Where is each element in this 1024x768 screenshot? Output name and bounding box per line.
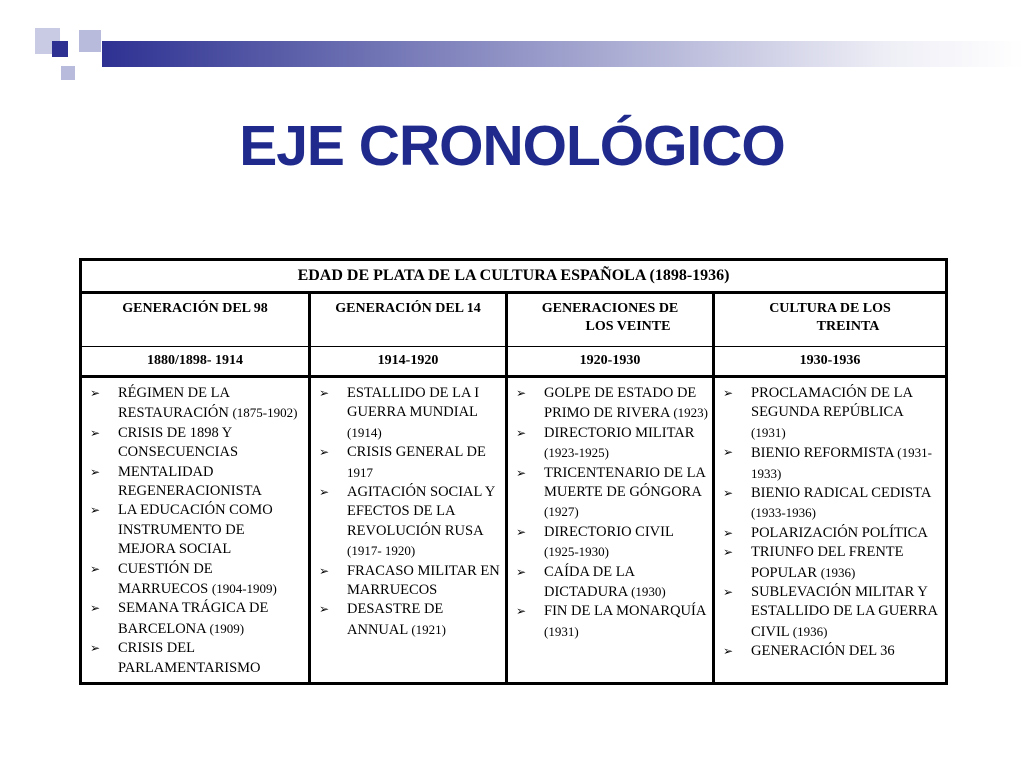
event-item bbox=[90, 463, 304, 502]
column-header-gen30s bbox=[714, 293, 947, 347]
events-list bbox=[90, 384, 304, 678]
event-date: (1875-1902) bbox=[232, 405, 298, 421]
arrowhead-bullet-icon: ➢ bbox=[516, 386, 527, 400]
event-text: AGITACIÓN SOCIAL Y EFECTOS DE LA REVOLUCIÓN RUSA bbox=[347, 484, 495, 539]
event-item bbox=[516, 384, 708, 424]
column-header-line: CULTURA DE LOS bbox=[769, 301, 891, 316]
arrowhead-bullet-icon: ➢ bbox=[723, 486, 734, 501]
event-date: 1917 bbox=[347, 464, 373, 480]
event-text: CAÍDA DE LA DICTADURA bbox=[544, 563, 635, 601]
events-list bbox=[516, 384, 708, 642]
arrowhead-bullet-icon: ➢ bbox=[319, 602, 330, 617]
arrowhead-bullet-icon: ➢ bbox=[516, 425, 527, 440]
arrowhead-bullet-icon: ➢ bbox=[90, 425, 101, 440]
event-text: DESASTRE DE ANNUAL bbox=[347, 601, 444, 638]
event-text: CRISIS DEL PARLAMENTARISMO bbox=[118, 640, 261, 676]
event-date: (1917- 1920) bbox=[347, 543, 416, 559]
event-date: (1931) bbox=[751, 424, 786, 440]
arrowhead-bullet-icon: ➢ bbox=[516, 604, 527, 619]
event-text: FIN DE LA MONARQUÍA bbox=[544, 603, 706, 620]
arrowhead-bullet-icon: ➢ bbox=[90, 386, 101, 400]
event-date: (1921) bbox=[411, 621, 446, 637]
event-item bbox=[90, 384, 304, 424]
arrowhead-bullet-icon: ➢ bbox=[90, 561, 101, 576]
arrowhead-bullet-icon: ➢ bbox=[516, 524, 527, 539]
event-text: BIENIO REFORMISTA bbox=[751, 445, 894, 462]
event-date: (1927) bbox=[544, 504, 579, 520]
column-header-line: GENERACIÓN DEL 14 bbox=[335, 301, 481, 316]
event-text: FRACASO MILITAR EN MARRUECOS bbox=[347, 562, 500, 599]
event-text: TRIUNFO DEL FRENTE POPULAR bbox=[751, 544, 904, 581]
arrowhead-bullet-icon: ➢ bbox=[90, 641, 101, 656]
arrowhead-bullet-icon: ➢ bbox=[516, 564, 527, 579]
event-text: LA EDUCACIÓN COMO INSTRUMENTO DE MEJORA SOCIAL bbox=[118, 502, 273, 558]
event-date: (1925-1930) bbox=[544, 544, 609, 560]
event-item bbox=[516, 424, 708, 464]
event-item bbox=[516, 602, 708, 642]
event-text: PROCLAMACIÓN DE LA SEGUNDA REPÚBLICA bbox=[751, 385, 913, 421]
event-text: SUBLEVACIÓN MILITAR Y ESTALLIDO DE LA GUERRA CIVIL bbox=[751, 584, 938, 640]
event-item bbox=[319, 562, 501, 601]
arrowhead-bullet-icon: ➢ bbox=[516, 465, 527, 480]
arrowhead-bullet-icon: ➢ bbox=[723, 525, 734, 540]
arrowhead-bullet-icon: ➢ bbox=[90, 464, 101, 479]
arrowhead-bullet-icon: ➢ bbox=[90, 503, 101, 518]
column-header-line: LOS VEINTE bbox=[585, 319, 671, 334]
event-item bbox=[90, 599, 304, 639]
table-main-header: EDAD DE PLATA DE LA CULTURA ESPAÑOLA (1898-1936) bbox=[81, 260, 947, 293]
decor-square bbox=[35, 54, 61, 80]
event-text: TRICENTENARIO DE LA MUERTE DE GÓNGORA bbox=[544, 464, 706, 501]
event-text: CRISIS DE 1898 Y CONSECUENCIAS bbox=[118, 424, 239, 461]
event-date: (1930) bbox=[631, 584, 666, 600]
arrowhead-bullet-icon: ➢ bbox=[319, 563, 330, 578]
chronology-table-wrapper bbox=[79, 258, 945, 685]
event-date: (1923-1925) bbox=[544, 445, 609, 461]
years-cell: 1930-1936 bbox=[714, 347, 947, 377]
event-item bbox=[90, 424, 304, 463]
years-cell: 1880/1898- 1914 bbox=[81, 347, 310, 377]
event-item bbox=[723, 524, 941, 543]
decor-square bbox=[79, 30, 101, 52]
page-title: EJE CRONOLÓGICO bbox=[239, 114, 785, 178]
years-cell: 1914-1920 bbox=[310, 347, 507, 377]
event-date: (1931) bbox=[544, 623, 579, 639]
decor-square bbox=[61, 66, 75, 80]
header-band bbox=[102, 41, 1024, 67]
decor-square bbox=[52, 41, 68, 57]
column-header-line: GENERACIÓN DEL 98 bbox=[122, 301, 268, 316]
event-item bbox=[319, 443, 501, 483]
event-item bbox=[319, 600, 501, 640]
arrowhead-bullet-icon: ➢ bbox=[723, 545, 734, 560]
event-item bbox=[723, 642, 941, 661]
event-text: SEMANA TRÁGICA DE BARCELONA bbox=[118, 600, 269, 637]
arrowhead-bullet-icon: ➢ bbox=[723, 644, 734, 659]
arrowhead-bullet-icon: ➢ bbox=[90, 601, 101, 616]
event-text: ESTALLIDO DE LA I GUERRA MUNDIAL bbox=[347, 385, 480, 421]
arrowhead-bullet-icon: ➢ bbox=[319, 485, 330, 500]
column-header-line: TREINTA bbox=[816, 319, 880, 334]
event-date: (1914) bbox=[347, 424, 382, 440]
events-list bbox=[723, 384, 941, 662]
event-date: (1933-1936) bbox=[751, 505, 816, 521]
event-date: (1904-1909) bbox=[211, 581, 277, 597]
events-cell bbox=[81, 377, 310, 684]
events-cell bbox=[310, 377, 507, 684]
years-cell: 1920-1930 bbox=[507, 347, 714, 377]
event-item bbox=[723, 583, 941, 642]
events-list bbox=[319, 384, 501, 640]
event-item bbox=[516, 523, 708, 563]
event-item bbox=[90, 501, 304, 559]
event-text: RÉGIMEN DE LA RESTAURACIÓN bbox=[118, 385, 230, 422]
event-text: CUESTIÓN DE MARRUECOS bbox=[118, 560, 213, 598]
event-item bbox=[90, 560, 304, 600]
column-header-gen20s bbox=[507, 293, 714, 347]
arrowhead-bullet-icon: ➢ bbox=[723, 386, 734, 400]
arrowhead-bullet-icon: ➢ bbox=[319, 386, 330, 400]
arrowhead-bullet-icon: ➢ bbox=[319, 445, 330, 460]
event-text: CRISIS GENERAL DE bbox=[347, 444, 486, 461]
column-header-line: GENERACIONES DE bbox=[541, 301, 679, 316]
event-item bbox=[516, 563, 708, 603]
event-text: GENERACIÓN DEL 36 bbox=[751, 643, 895, 660]
event-date: (1931-1933) bbox=[751, 445, 932, 481]
events-cell bbox=[714, 377, 947, 684]
event-date: (1936) bbox=[820, 564, 856, 580]
event-item bbox=[319, 384, 501, 443]
event-item bbox=[723, 384, 941, 443]
event-text: DIRECTORIO MILITAR bbox=[544, 424, 695, 441]
event-date: (1936) bbox=[792, 623, 828, 639]
event-text: MENTALIDAD REGENERACIONISTA bbox=[118, 463, 262, 500]
event-text: POLARIZACIÓN POLÍTICA bbox=[751, 524, 928, 541]
column-header-gen14 bbox=[310, 293, 507, 347]
event-text: DIRECTORIO CIVIL bbox=[544, 523, 674, 540]
event-date: (1909) bbox=[209, 620, 245, 636]
chronology-table bbox=[79, 258, 948, 685]
arrowhead-bullet-icon: ➢ bbox=[723, 445, 734, 460]
column-header-gen98 bbox=[81, 293, 310, 347]
event-item bbox=[319, 483, 501, 562]
event-date: (1923) bbox=[673, 405, 708, 421]
arrowhead-bullet-icon: ➢ bbox=[723, 585, 734, 600]
event-item bbox=[723, 484, 941, 524]
event-item bbox=[723, 443, 941, 484]
event-text: GOLPE DE ESTADO DE PRIMO DE RIVERA bbox=[544, 385, 697, 422]
events-cell bbox=[507, 377, 714, 684]
event-item bbox=[516, 464, 708, 523]
event-item bbox=[723, 543, 941, 583]
event-item bbox=[90, 639, 304, 678]
event-text: BIENIO RADICAL CEDISTA bbox=[751, 485, 931, 502]
